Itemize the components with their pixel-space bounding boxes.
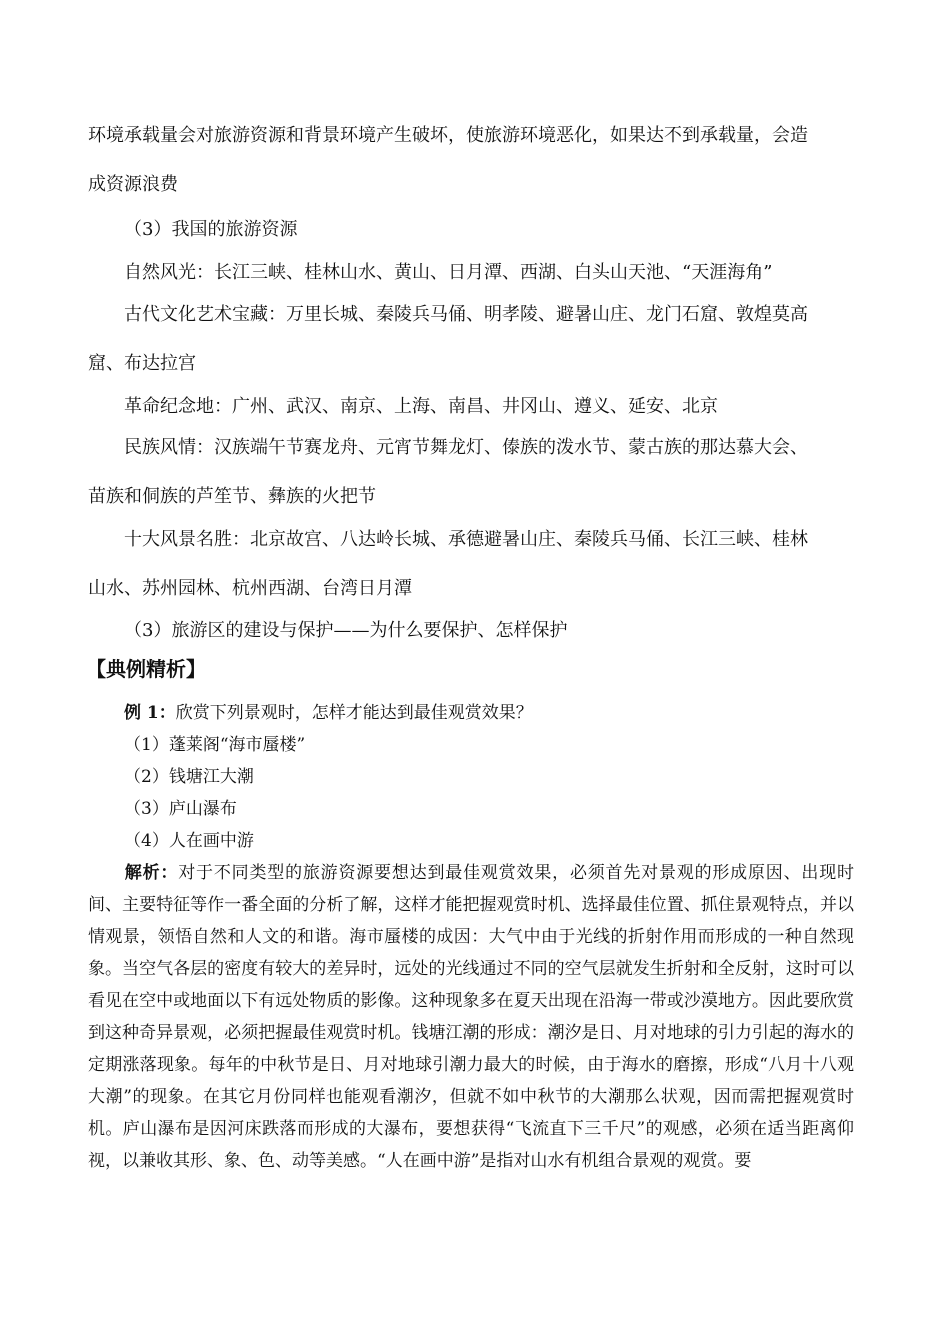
- ancient-culture-line-1: 古代文化艺术宝藏：万里长城、秦陵兵马俑、明孝陵、避暑山庄、龙门石窟、敦煌莫高: [124, 304, 808, 325]
- ethnic-customs-line-2: 苗族和侗族的芦笙节、彝族的火把节: [88, 486, 376, 507]
- analysis-text: 布是因河床跌落而形成的大瀑布，要想获得“飞流直下三千尺”的观感，必须在适当距离仰: [175, 1119, 855, 1139]
- analysis-paragraph: [88, 857, 854, 1177]
- analysis-text: 它月份同样也能观看潮汐，但就不如中秋节的大潮那么状观，因而需把握观赏时机。庐山瀑: [88, 1087, 854, 1139]
- protection-heading: （3）旅游区的建设与保护——为什么要保护、怎样保护: [124, 620, 568, 641]
- analysis-text: 视，以兼收其形、象、色、动等美感。“人在画中游”是指对山水有机组合景观的观赏。要: [88, 1151, 752, 1171]
- example-item: （2）钱塘江大潮: [124, 767, 254, 787]
- analysis-text: 钱塘江潮的形成：潮汐是日、月对地球的引力引起的海水的定期涨落现象。每年的中秋节是: [88, 1023, 855, 1075]
- analysis-text: 空气层就发生折射和全反射，这时可以看见在空中或地面以下有远处物质的影像。这种现象: [88, 959, 855, 1011]
- revolution-sites-line: 革命纪念地：广州、武汉、南京、上海、南昌、井冈山、遵义、延安、北京: [124, 396, 718, 417]
- example-item: （4）人在画中游: [124, 831, 254, 851]
- analysis-label: 解析：: [124, 863, 179, 883]
- example-label: 例 1：: [124, 703, 176, 723]
- analysis-text: 对于不同类型的旅游资源要想达到最佳观赏效果，必须首先对景观的形成原因、: [178, 863, 802, 883]
- resources-heading: （3）我国的旅游资源: [124, 219, 298, 240]
- analysis-text: 出现时间、主要特征等作一番全面的分析了解，这样才能把握观赏时机、选择最佳位置、抓: [88, 863, 855, 915]
- env-capacity-line-1: 环境承载量会对旅游资源和背景环境产生破坏，使旅游环境恶化，如果达不到承载量，会造: [88, 125, 808, 146]
- section-heading-examples: 【典例精析】: [86, 657, 206, 681]
- analysis-text: 日、月对地球引潮力最大的时候，由于海水的磨擦，形成“八月十八观大潮”的现象。在其: [88, 1055, 854, 1107]
- example-item: （3）庐山瀑布: [124, 799, 237, 819]
- analysis-text: 住景观特点，并以情观景，领悟自然和人文的和谐。海市蜃楼的成因：大气中由于光线的折: [88, 895, 855, 947]
- natural-scenery-line: 自然风光：长江三峡、桂林山水、黄山、日月潭、西湖、白头山天池、“天涯海角”: [124, 262, 773, 283]
- example-question: [124, 701, 533, 725]
- top-ten-scenic-line-1: 十大风景名胜：北京故宫、八达岭长城、承德避暑山庄、秦陵兵马俑、长江三峡、桂林: [124, 529, 808, 550]
- env-capacity-line-2: 成资源浪费: [88, 174, 178, 195]
- example-question-text: 欣赏下列景观时，怎样才能达到最佳观赏效果？: [175, 703, 533, 723]
- top-ten-scenic-line-2: 山水、苏州园林、杭州西湖、台湾日月潭: [88, 578, 412, 599]
- example-item: （1）蓬莱阁“海市蜃楼”: [124, 735, 306, 755]
- analysis-text: 射作用而形成的一种自然现象。当空气各层的密度有较大的差异时，远处的光线通过不同的: [88, 927, 855, 979]
- ethnic-customs-line-1: 民族风情：汉族端午节赛龙舟、元宵节舞龙灯、傣族的泼水节、蒙古族的那达慕大会、: [124, 437, 808, 458]
- analysis-text: 多在夏天出现在沿海一带或沙漠地方。因此要欣赏到这种奇异景观，必须把握最佳观赏时机。: [88, 991, 855, 1043]
- ancient-culture-line-2: 窟、布达拉宫: [88, 353, 196, 374]
